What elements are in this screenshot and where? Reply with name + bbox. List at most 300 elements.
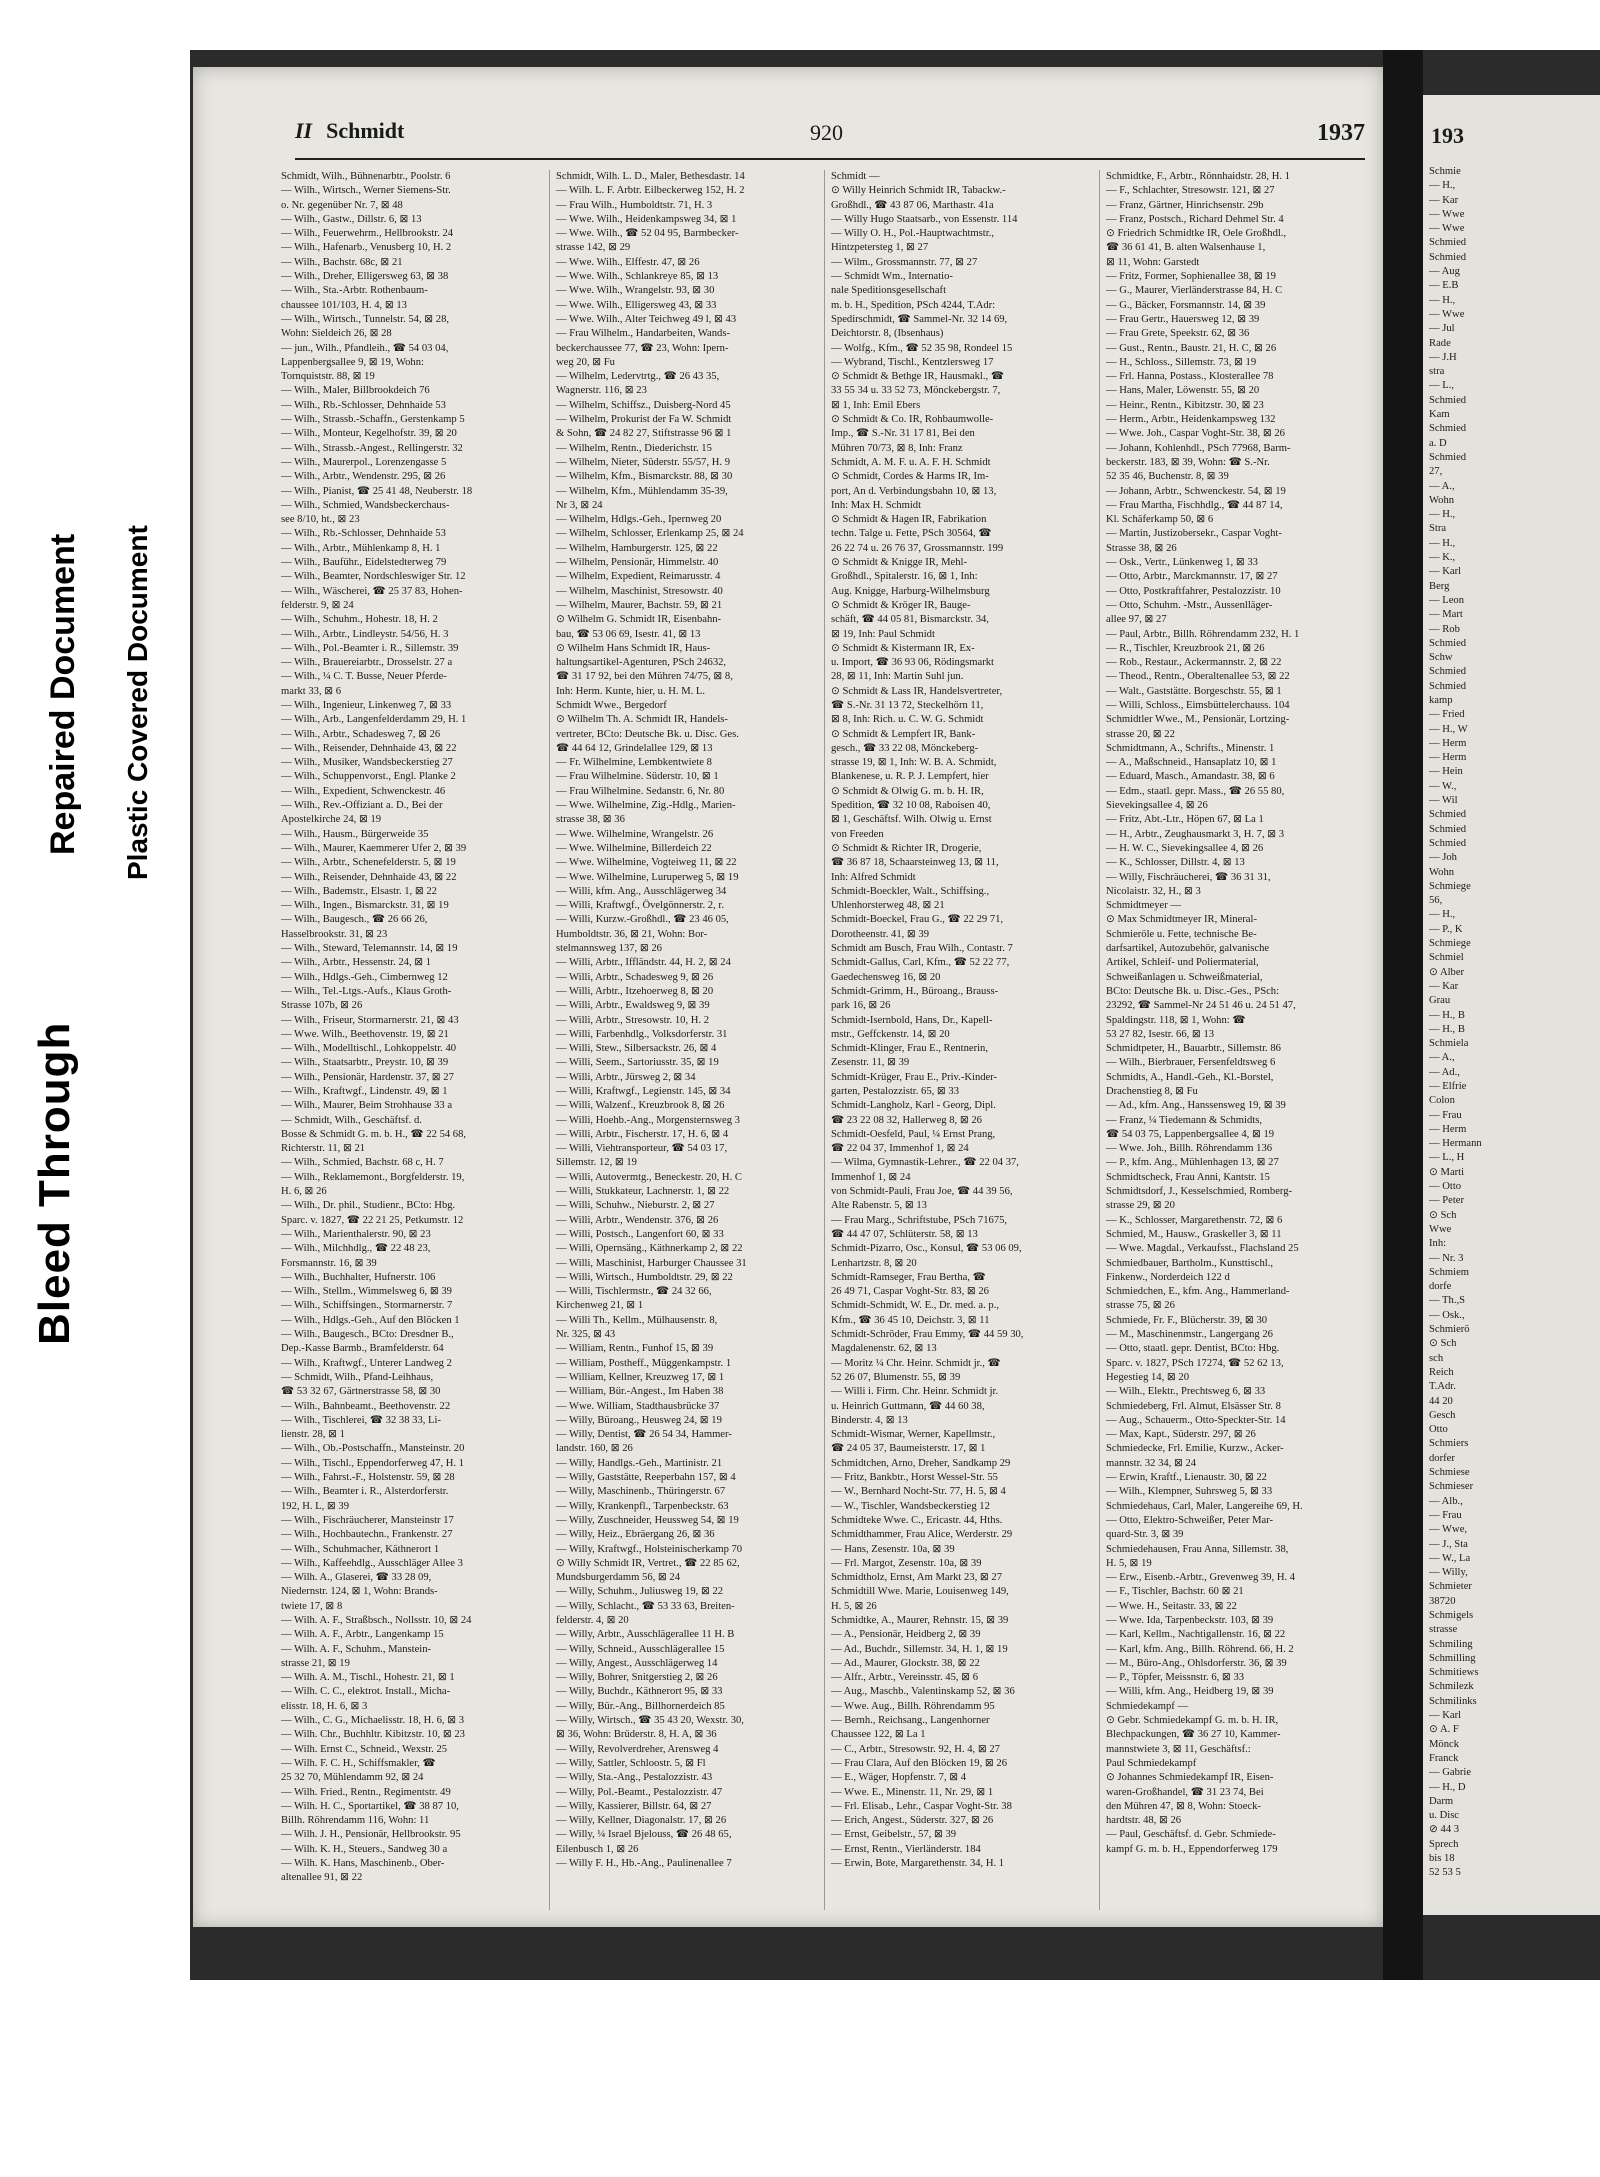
next-page-line: — W., — [1429, 780, 1457, 792]
next-page-line: 38720 — [1429, 1595, 1456, 1607]
directory-entry: Sparc. v. 1827, ☎ 22 21 25, Petkumstr. 12 — [281, 1214, 464, 1226]
directory-entry: Schmidt am Busch, Frau Wilh., Contastr. 7 — [831, 943, 1013, 955]
directory-entry: ⊠ 19, Inh: Paul Schmidt — [831, 628, 935, 640]
directory-entry: — Wilh., Fahrst.-F., Holstenstr. 59, ⊠ 28 — [281, 1472, 455, 1484]
directory-entry: Humboldtstr. 36, ⊠ 21, Wohn: Bor- — [556, 928, 708, 940]
directory-entry: — Wilh., Brauereiarbtr., Drosselstr. 27 a — [281, 657, 453, 669]
directory-entry: strasse 21, ⊠ 19 — [281, 1657, 350, 1669]
directory-entry: stelmannsweg 137, ⊠ 26 — [556, 943, 662, 955]
directory-entry: — Johann, Arbtr., Schwenckestr. 54, ⊠ 19 — [1106, 485, 1286, 497]
directory-entry: — Karl, kfm. Ang., Billh. Röhrend. 66, H. 2 — [1106, 1643, 1294, 1655]
directory-entry: u. Import, ☎ 36 93 06, Rödingsmarkt — [831, 657, 994, 669]
directory-entry: ☎ 36 61 41, B. alten Walsenhause 1, — [1106, 242, 1266, 254]
directory-entry: ⊙ Willy Schmidt IR, Vertret., ☎ 22 85 62, — [556, 1557, 740, 1569]
next-page-line: dorfer — [1429, 1452, 1455, 1464]
directory-entry: — Frau Wilhelmine. Süderstr. 10, ⊠ 1 — [556, 771, 719, 783]
next-page-line: — H., — [1429, 180, 1456, 192]
next-page-line: Wwe — [1429, 1223, 1452, 1235]
directory-entry: — Wilh., Elektr., Prechtsweg 6, ⊠ 33 — [1106, 1386, 1266, 1398]
directory-entry: schäft, ☎ 44 05 81, Bismarckstr. 34, — [831, 614, 989, 626]
next-page-line: Schmied — [1429, 237, 1467, 249]
directory-entry: — Frau Wilhelm., Handarbeiten, Wands- — [556, 328, 730, 340]
directory-entry: — Willy, Gaststätte, Reeperbahn 157, ⊠ 4 — [556, 1472, 736, 1484]
next-page-line: Schmiege — [1429, 938, 1471, 950]
directory-entry: — Hans, Maler, Löwenstr. 55, ⊠ 20 — [1106, 385, 1260, 397]
directory-entry: Schmiedehaus, Carl, Maler, Langereihe 69, H. — [1106, 1500, 1303, 1512]
directory-entry: Inh: Herm. Kunte, hier, u. H. M. L. — [556, 685, 706, 697]
directory-entry: — M., Büro-Ang., Ohlsdorferstr. 36, ⊠ 39 — [1106, 1657, 1287, 1669]
next-page-line: dorfe — [1429, 1281, 1452, 1293]
directory-entry: ☎ 31 17 92, bei den Mühren 74/75, ⊠ 8, — [556, 671, 733, 683]
directory-entry: Schmidt-Grimm, H., Büroang., Brauss- — [831, 985, 999, 997]
directory-entry: Schmidt-Klinger, Frau E., Rentnerin, — [831, 1043, 988, 1055]
directory-entry: strasse 75, ⊠ 26 — [1106, 1300, 1175, 1312]
directory-entry: — Wilh. Chr., Buchhltr. Kibitzstr. 10, ⊠ 23 — [281, 1729, 465, 1741]
directory-entry: — Wilh., Reisender, Dehnhaide 43, ⊠ 22 — [281, 742, 457, 754]
next-page-line: — Karl — [1429, 566, 1462, 578]
directory-entry: — Wilh., Pianist, ☎ 25 41 48, Neuberstr. 18 — [281, 485, 473, 497]
next-page-line: Schmied — [1429, 637, 1467, 649]
directory-entry: — Wilh., Arbtr., Schenefelderstr. 5, ⊠ 19 — [281, 857, 456, 869]
directory-entry: — Willi, Arbtr., Ewaldsweg 9, ⊠ 39 — [556, 1000, 710, 1012]
next-page-line: — Karl — [1429, 1710, 1462, 1722]
directory-entry: — Wilh., Maler, Billbrookdeich 76 — [281, 385, 430, 397]
directory-entry: — Wilh., Schmied, Bachstr. 68 c, H. 7 — [281, 1157, 444, 1169]
directory-entry: ⊙ Wilhelm G. Schmidt IR, Eisenbahn- — [556, 614, 722, 626]
directory-entry: — Willi, Arbtr., Fischerstr. 17, H. 6, ⊠ 4 — [556, 1128, 729, 1140]
directory-entry: Strasse 107b, ⊠ 26 — [281, 1000, 363, 1012]
directory-entry: — Wilh., Dreher, Elligersweg 63, ⊠ 38 — [281, 271, 449, 283]
next-page-line: Reich — [1429, 1366, 1454, 1378]
header-section — [295, 118, 404, 144]
next-page-line: — Kar — [1429, 980, 1459, 992]
directory-entry: — Frl. Elisab., Lehr., Caspar Voght-Str. 38 — [831, 1800, 1012, 1812]
next-page-line: Schmigels — [1429, 1609, 1474, 1621]
directory-entry: — Wilh. A. M., Tischl., Hohestr. 21, ⊠ 1 — [281, 1672, 455, 1684]
directory-entry: darfsartikel, Autozubehör, galvanische — [1106, 943, 1270, 955]
directory-entry: — Schmidt, Wilh., Pfand-Leihhaus, — [281, 1371, 434, 1383]
directory-entry: — Erw., Eisenb.-Arbtr., Grevenweg 39, H. 4 — [1106, 1572, 1296, 1584]
directory-entry: ⊙ Schmidt & Bethge IR, Hausmakl., ☎ — [831, 371, 1005, 383]
directory-entry: — Willy, Heiz., Ebräergang 26, ⊠ 36 — [556, 1529, 715, 1541]
directory-entry: Wagnerstr. 116, ⊠ 23 — [556, 385, 647, 397]
next-page-line: Schmiers — [1429, 1438, 1469, 1450]
directory-entry: — P., kfm. Ang., Mühlenhagen 13, ⊠ 27 — [1106, 1157, 1279, 1169]
next-page-line: — Wwe — [1429, 308, 1465, 320]
directory-entry: elisstr. 18, H. 6, ⊠ 3 — [281, 1700, 368, 1712]
next-page-line: Schmierö — [1429, 1324, 1470, 1336]
directory-entry: — Wilh., Bachstr. 68c, ⊠ 21 — [281, 256, 403, 268]
directory-entry: nale Speditionsgesellschaft — [831, 285, 947, 297]
directory-entry: — Wilh., Dr. phil., Studienr., BCto: Hbg. — [281, 1200, 456, 1212]
directory-entry: ⊙ Schmidt & Olwig G. m. b. H. IR, — [831, 785, 984, 797]
directory-entry: — Wilh., ¼ C. T. Busse, Neuer Pferde- — [281, 671, 447, 683]
next-page-line: Schmiela — [1429, 1038, 1469, 1050]
directory-entry: — Hans, Zesenstr. 10a, ⊠ 39 — [831, 1543, 955, 1555]
directory-entry: — Aug., Schauerm., Otto-Speckter-Str. 14 — [1106, 1414, 1286, 1426]
directory-entry: — Wwe. Wilh., Schlankreye 85, ⊠ 13 — [556, 271, 719, 283]
directory-entry: — Wilh., Schuhm., Hohestr. 18, H. 2 — [281, 614, 438, 626]
directory-entry: o. Nr. gegenüber Nr. 7, ⊠ 48 — [281, 199, 403, 211]
directory-entry: BCto: Deutsche Bk. u. Disc.-Ges., PSch: — [1106, 985, 1280, 997]
directory-entry: — Wilh. K. H., Steuers., Sandweg 30 a — [281, 1843, 448, 1855]
directory-entry: — Wilh., Baugesch., ☎ 26 66 26, — [281, 914, 428, 926]
directory-entry: Schmidtsdorf, J., Kesselschmied, Romberg- — [1106, 1186, 1293, 1198]
directory-entry: — Franz, Postsch., Richard Dehmel Str. 4 — [1106, 213, 1284, 225]
directory-entry: Schmiede, Fr. F., Blücherstr. 39, ⊠ 30 — [1106, 1314, 1268, 1326]
directory-entry: — Erwin, Bote, Margarethenstr. 34, H. 1 — [831, 1858, 1005, 1870]
directory-entry: — Willy F. H., Hb.-Ang., Paulinenallee 7 — [556, 1858, 732, 1870]
directory-entry: ⊠ 1, Geschäftsf. Wilh. Olwig u. Ernst — [831, 814, 992, 826]
directory-entry: von Schmidt-Pauli, Frau Joe, ☎ 44 39 56, — [831, 1186, 1013, 1198]
directory-entry: 53 27 82, Isestr. 66, ⊠ 13 — [1106, 1028, 1215, 1040]
directory-entry: ⊠ 1, Inh: Emil Ebers — [831, 399, 921, 411]
directory-entry: — Willi, Walzenf., Kreuzbrook 8, ⊠ 26 — [556, 1100, 725, 1112]
next-page-line: — Joh — [1429, 852, 1457, 864]
directory-entry: Lenhartzstr. 8, ⊠ 20 — [831, 1257, 917, 1269]
directory-entry: — Willi, kfm. Ang., Heidberg 19, ⊠ 39 — [1106, 1686, 1274, 1698]
directory-entry: — P., Töpfer, Meissnstr. 6, ⊠ 33 — [1106, 1672, 1245, 1684]
next-page-line: Schmied — [1429, 837, 1467, 849]
next-page-line: — Aug — [1429, 266, 1460, 278]
directory-entry: strasse 20, ⊠ 22 — [1106, 728, 1175, 740]
directory-entry: — Otto, staatl. gepr. Dentist, BCto: Hbg. — [1106, 1343, 1280, 1355]
directory-entry: — Wilh., Kraftwgf., Lindenstr. 49, ⊠ 1 — [281, 1086, 448, 1097]
directory-entry: Inh: Alfred Schmidt — [831, 871, 916, 883]
directory-entry: — H. W. C., Sievekingsallee 4, ⊠ 26 — [1106, 842, 1264, 854]
directory-entry: Schmidtpeter, H., Bauarbtr., Sillemstr. 86 — [1106, 1043, 1281, 1055]
next-page-line: Otto — [1429, 1424, 1448, 1436]
next-page-line: — Elfrie — [1429, 1081, 1467, 1092]
directory-entry: hardtstr. 48, ⊠ 26 — [1106, 1815, 1182, 1827]
next-page-line: — P., K — [1429, 923, 1463, 935]
directory-entry: ⊙ Schmidt & Lempfert IR, Bank- — [831, 728, 976, 740]
directory-entry: Magdalenenstr. 62, ⊠ 13 — [831, 1343, 937, 1355]
directory-entry: Schmidtscheck, Frau Anni, Kantstr. 15 — [1106, 1171, 1270, 1183]
directory-entry: Schmidt, Wilh., Bühnenarbtr., Poolstr. 6 — [281, 171, 451, 182]
next-page-line: — J.H — [1429, 351, 1457, 363]
next-page-line: — H., — [1429, 537, 1456, 549]
directory-entry: — Frau Gertr., Hauersweg 12, ⊠ 39 — [1106, 313, 1260, 325]
directory-entry: Schmidt-Langholz, Karl - Georg, Dipl. — [831, 1100, 996, 1112]
next-page-line: — Ad., — [1429, 1066, 1460, 1078]
next-page-line: ⊙ Sch — [1429, 1209, 1457, 1221]
directory-entry: Hasselbrookstr. 31, ⊠ 23 — [281, 928, 388, 940]
directory-entry: Kfm., ☎ 36 45 10, Deichstr. 3, ⊠ 11 — [831, 1314, 990, 1326]
directory-entry: Spedirschmidt, ☎ Sammel-Nr. 32 14 69, — [831, 313, 1008, 325]
page-header — [295, 118, 1365, 160]
directory-entry: — Alfr., Arbtr., Vereinsstr. 45, ⊠ 6 — [831, 1672, 978, 1684]
column-1 — [275, 170, 550, 1910]
directory-entry: — Otto, Postkraftfahrer, Pestalozzistr. 10 — [1106, 585, 1281, 597]
directory-entry: Apostelkirche 24, ⊠ 19 — [281, 814, 382, 826]
directory-entry: Bosse & Schmidt G. m. b. H., ☎ 22 54 68, — [281, 1128, 467, 1140]
directory-entry: ☎ 36 87 18, Schaarsteinweg 13, ⊠ 11, — [831, 857, 999, 869]
directory-entry: — Wilh., Modelltischl., Lohkoppelstr. 40 — [281, 1043, 457, 1055]
directory-entry: — Wilh., Schuhmacher, Käthnerort 1 — [281, 1543, 440, 1555]
next-page-line: sch — [1429, 1352, 1444, 1364]
next-page-line: stra — [1429, 366, 1445, 378]
directory-entry: waren-Großhandel, ☎ 31 23 74, Bei — [1106, 1786, 1264, 1798]
next-page-line: — Frau — [1429, 1109, 1462, 1121]
next-page-line: Schmiel — [1429, 952, 1464, 964]
directory-entry: — Wilh., Monteur, Kegelhofstr. 39, ⊠ 20 — [281, 428, 457, 440]
directory-entry: — H., Schloss., Sillemstr. 73, ⊠ 19 — [1106, 356, 1257, 368]
next-page-line: Inh: — [1429, 1238, 1447, 1250]
directory-entry: — Wilhelm, Rentn., Diederichstr. 15 — [556, 442, 712, 454]
directory-entry: — Wilh., Hochbautechn., Frankenstr. 27 — [281, 1529, 453, 1541]
directory-entry: Niedernstr. 124, ⊠ 1, Wohn: Brands- — [281, 1586, 438, 1598]
directory-entry: Strasse 38, ⊠ 26 — [1106, 542, 1177, 554]
next-page-line: Schmiling — [1429, 1638, 1473, 1650]
directory-entry: Nr 3, ⊠ 24 — [556, 499, 603, 511]
next-page-line: — Fried — [1429, 709, 1465, 721]
directory-entry: Schmidtler Wwe., M., Pensionär, Lortzing- — [1106, 714, 1290, 726]
page-number: 920 — [810, 120, 843, 145]
next-page-line: Rade — [1429, 337, 1451, 349]
directory-entry: — Wilh., Bahnbeamt., Beethovenstr. 22 — [281, 1400, 451, 1412]
directory-entry: 52 35 46, Buchenstr. 8, ⊠ 39 — [1106, 471, 1229, 483]
directory-entry: Gaedechensweg 16, ⊠ 20 — [831, 971, 941, 983]
next-page-line: — L., — [1429, 380, 1455, 392]
directory-entry: — Martin, Justizobersekr., Caspar Voght- — [1106, 528, 1282, 540]
directory-entry: ☎ 23 22 08 32, Hallerweg 8, ⊠ 26 — [831, 1114, 982, 1126]
next-page-line: — K., — [1429, 552, 1456, 564]
directory-entry: — Wilh., Wirtsch., Tunnelstr. 54, ⊠ 28, — [281, 313, 450, 325]
directory-entry: & Sohn, ☎ 24 82 27, Stiftstrasse 96 ⊠ 1 — [556, 428, 732, 440]
directory-entry: — Willi, Autovermtg., Beneckestr. 20, H. C — [556, 1171, 742, 1183]
directory-entry: — Willy, Fischräucherei, ☎ 36 31 31, — [1106, 871, 1271, 883]
directory-entry: — Wilhelm, Kfm., Bismarckstr. 88, ⊠ 30 — [556, 471, 733, 483]
directory-entry: Kl. Schäferkamp 50, ⊠ 6 — [1106, 514, 1214, 526]
next-page-line: — Herm — [1429, 752, 1467, 764]
next-page-line: Kam — [1429, 409, 1450, 421]
directory-entry: Schweißanlagen u. Schweißmaterial, — [1106, 971, 1263, 983]
directory-entry: — Fritz, Abt.-Ltr., Höpen 67, ⊠ La 1 — [1106, 814, 1264, 826]
directory-entry: — Franz, Gärtner, Hinrichsenstr. 29b — [1106, 199, 1264, 211]
directory-entry: — Wilh., Expedient, Schwenckestr. 46 — [281, 785, 446, 797]
directory-entry: — G., Maurer, Vierländerstrasse 84, H. C — [1106, 285, 1283, 297]
directory-entry: Schmidt-Krüger, Frau E., Priv.-Kinder- — [831, 1071, 998, 1083]
directory-entry: — Frau Clara, Auf den Blöcken 19, ⊠ 26 — [831, 1757, 1007, 1769]
directory-entry: — G., Bäcker, Forsmannstr. 14, ⊠ 39 — [1106, 299, 1266, 311]
directory-entry: — Wilh., Bierbrauer, Fersenfeldtsweg 6 — [1106, 1057, 1276, 1069]
directory-entry: — A., Pensionär, Heidberg 2, ⊠ 39 — [831, 1629, 981, 1641]
directory-entry: Aug. Knigge, Harburg-Wilhelmsburg — [831, 585, 990, 597]
directory-entry: — Wwe. Joh., Caspar Voght-Str. 38, ⊠ 26 — [1106, 428, 1285, 440]
directory-entry: 28, ⊠ 11, Inh: Martin Suhl jun. — [831, 671, 964, 683]
next-page-line: — H., B — [1429, 1009, 1465, 1021]
directory-entry: — Wilhelm, Pensionär, Himmelstr. 40 — [556, 557, 719, 569]
directory-entry: ⊙ Schmidt & Knigge IR, Mehl- — [831, 557, 967, 569]
next-page-line: — H., — [1429, 909, 1456, 921]
next-page-line: — J., Sta — [1429, 1538, 1468, 1550]
directory-entry: — Willy, Maschinenb., Thüringerstr. 67 — [556, 1486, 726, 1498]
directory-entry: — Willi, Kraftwgf., Legienstr. 145, ⊠ 34 — [556, 1086, 731, 1097]
directory-entry: Blechpackungen, ☎ 36 27 10, Kammer- — [1106, 1729, 1281, 1741]
directory-entry: Mühren 70/73, ⊠ 8, Inh: Franz — [831, 442, 963, 454]
directory-entry: ⊙ Gebr. Schmiedekampf G. m. b. H. IR, — [1106, 1715, 1279, 1727]
directory-entry: weg 20, ⊠ Fu — [556, 356, 615, 368]
directory-entry: — Wilh. J. H., Pensionär, Hellbrookstr. 95 — [281, 1829, 461, 1841]
directory-entry: — Fritz, Former, Sophienallee 38, ⊠ 19 — [1106, 271, 1276, 283]
directory-entry: Eilenbusch 1, ⊠ 26 — [556, 1843, 639, 1855]
directory-entry: port, An d. Verbindungsbahn 10, ⊠ 13, — [831, 485, 997, 497]
directory-entry: — Wilh., Bauführ., Eidelstedterweg 79 — [281, 557, 447, 569]
directory-entry: Inh: Max H. Schmidt — [831, 499, 922, 511]
next-page-line: — Peter — [1429, 1195, 1465, 1207]
directory-entry: den Mühren 47, ⊠ 8, Wohn: Stoeck- — [1106, 1800, 1261, 1812]
directory-entry: — Willi, Arbtr., Wendenstr. 376, ⊠ 26 — [556, 1214, 719, 1226]
directory-entry: Spaldingstr. 118, ⊠ 1, Wohn: ☎ — [1106, 1014, 1246, 1026]
next-page-line: Berg — [1429, 580, 1450, 592]
next-page-line: — Th.,S — [1429, 1295, 1466, 1307]
directory-entry: — Willy, Büroang., Heusweg 24, ⊠ 19 — [556, 1414, 722, 1426]
directory-entry: — Willy, Sta.-Ang., Pestalozzistr. 43 — [556, 1772, 713, 1784]
directory-entry: — Wilh., Pensionär, Hardenstr. 37, ⊠ 27 — [281, 1071, 454, 1083]
next-page-line: Schmied — [1429, 251, 1467, 263]
directory-entry: — Wwe. Joh., Billh. Röhrendamm 136 — [1106, 1143, 1273, 1155]
directory-entry: — Frau Marg., Schriftstube, PSch 71675, — [831, 1214, 1008, 1226]
directory-entry: — W., Bernhard Nocht-Str. 77, H. 5, ⊠ 4 — [831, 1486, 1006, 1498]
directory-entry: — E., Wäger, Hopfenstr. 7, ⊠ 4 — [831, 1772, 967, 1784]
directory-entry: — Wilh., Ingen., Bismarckstr. 31, ⊠ 19 — [281, 900, 449, 912]
directory-entry: — Willi, Arbtr., Stresowstr. 10, H. 2 — [556, 1014, 709, 1026]
directory-entry: — Wilh., Arbtr., Schadesweg 7, ⊠ 26 — [281, 728, 441, 740]
next-page-line: — Alb., — [1429, 1495, 1463, 1507]
next-page-line: Wohn — [1429, 494, 1455, 506]
directory-entry: mstr., Geffckenstr. 14, ⊠ 20 — [831, 1028, 950, 1040]
directory-entry: — Willi, Stew., Silbersackstr. 26, ⊠ 4 — [556, 1043, 717, 1055]
directory-entry: — Eduard, Masch., Amandastr. 38, ⊠ 6 — [1106, 771, 1275, 783]
directory-entry: 192, H. L, ⊠ 39 — [281, 1500, 350, 1512]
directory-entry: Schmidtchen, Arno, Dreher, Sandkamp 29 — [831, 1457, 1011, 1469]
directory-entry: Schmidt-Wismar, Werner, Kapellmstr., — [831, 1429, 996, 1441]
directory-entry: — Wwe. Wilh., ☎ 52 04 95, Barmbecker- — [556, 228, 739, 240]
directory-entry: — Wwe. Wilh., Elligersweg 43, ⊠ 33 — [556, 299, 717, 311]
directory-entry: ⊙ Friedrich Schmidtke IR, Oele Großhdl., — [1106, 228, 1287, 240]
directory-entry: — Gust., Rentn., Baustr. 21, H. C, ⊠ 26 — [1106, 342, 1277, 354]
directory-entry: twiete 17, ⊠ 8 — [281, 1600, 343, 1612]
directory-entry: — Wilh., Maurer, Beim Strohhause 33 a — [281, 1100, 453, 1112]
next-page-line: Mönck — [1429, 1738, 1460, 1750]
directory-entry: — Wilh., Arbtr., Mühlenkamp 8, H. 1 — [281, 542, 441, 554]
next-page-line: Sprech — [1429, 1838, 1459, 1850]
directory-entry: 26 22 74 u. 26 76 37, Grossmannstr. 199 — [831, 542, 1004, 554]
directory-entry: — Ernst, Rentn., Vierländerstr. 184 — [831, 1843, 981, 1855]
directory-entry: — Wilh., Pol.-Beamter i. R., Sillemstr. 39 — [281, 642, 459, 654]
next-page-line: Gesch — [1429, 1409, 1456, 1421]
next-page-line: — Nr. 3 — [1429, 1252, 1464, 1264]
next-page-line: Schmilezk — [1429, 1681, 1474, 1693]
directory-entry: — Wilh., Wäscherei, ☎ 25 37 83, Hohen- — [281, 585, 463, 597]
directory-entry: — Wilh., Baugesch., BCto: Dresdner B., — [281, 1329, 454, 1341]
directory-entry: — Wilh., Tischlerei, ☎ 32 38 33, Li- — [281, 1414, 442, 1426]
directory-entry: lienstr. 28, ⊠ 1 — [281, 1429, 345, 1441]
directory-entry: beckerchaussee 77, ☎ 23, Wohn: Ipern- — [556, 342, 729, 354]
directory-entry: strasse 19, ⊠ 1, Inh: W. B. A. Schmidt, — [831, 757, 997, 769]
directory-entry: H. 6, ⊠ 26 — [281, 1186, 327, 1198]
directory-entry: Schmiedeberg, Frl. Almut, Elsässer Str. 8 — [1106, 1400, 1281, 1412]
directory-entry: — Willy, Sattler, Schloostr. 5, ⊠ Fl — [556, 1757, 706, 1769]
directory-entry: — Schmidt Wm., Internatio- — [831, 271, 953, 283]
directory-entry: — Willi, Kurzw.-Großhdl., ☎ 23 46 05, — [556, 914, 729, 926]
directory-entry: ☎ 22 04 37, Immenhof 1, ⊠ 24 — [831, 1143, 969, 1155]
directory-entry: — Wilh., Tischl., Eppendorferweg 47, H. 1 — [281, 1457, 464, 1469]
directory-entry: Nr. 325, ⊠ 43 — [556, 1329, 616, 1341]
directory-entry: — Willy, ¼ Israel Bjelouss, ☎ 26 48 65, — [556, 1829, 732, 1841]
directory-entry: Imp., ☎ S.-Nr. 31 17 81, Bei den — [831, 428, 975, 440]
next-page-line: Schmied — [1429, 680, 1467, 692]
directory-entry: Sievekingsallee 4, ⊠ 26 — [1106, 800, 1208, 812]
directory-entry: ☎ 54 03 75, Lappenbergsallee 4, ⊠ 19 — [1106, 1128, 1275, 1140]
next-page-line: Schmieser — [1429, 1481, 1474, 1493]
directory-entry: — Wwe. Magdal., Verkaufsst., Flachsland 25 — [1106, 1243, 1299, 1255]
directory-entry: — Wilh., Wirtsch., Werner Siemens-Str. — [281, 185, 451, 197]
directory-entry: Schmidtke, F., Arbtr., Rönnhaidstr. 28, H. 1 — [1106, 171, 1290, 182]
directory-entry: — Willi, Stukkateur, Lachnerstr. 1, ⊠ 22 — [556, 1186, 730, 1198]
directory-entry: — Bernh., Reichsang., Langenhorner — [831, 1715, 990, 1727]
directory-entry: Schmidt, Wilh. L. D., Maler, Bethesdastr. 14 — [556, 171, 745, 182]
directory-entry: — Wilh., Marienthalerstr. 90, ⊠ 23 — [281, 1228, 431, 1240]
directory-entry: — A., Maßschneid., Hansaplatz 10, ⊠ 1 — [1106, 757, 1277, 769]
directory-entry: — Willy, Kellner, Diagonalstr. 17, ⊠ 26 — [556, 1815, 727, 1827]
directory-entry: mannstr. 32 34, ⊠ 24 — [1106, 1457, 1197, 1469]
next-page-line: Schmied — [1429, 423, 1467, 435]
next-page-line: — Wil — [1429, 795, 1458, 807]
directory-entry: — Willi, Arbtr., Iffländstr. 44, H. 2, ⊠ 24 — [556, 957, 731, 969]
directory-entry: — Rob., Restaur., Ackermannstr. 2, ⊠ 22 — [1106, 657, 1282, 669]
directory-entry: — Wilh., Hafenarb., Venusberg 10, H. 2 — [281, 242, 452, 254]
directory-entry: — Wilh., Sta.-Arbtr. Rothenbaum- — [281, 285, 428, 297]
next-page-line: ⊙ Sch — [1429, 1338, 1457, 1350]
directory-entry: 25 32 70, Mühlendamm 92, ⊠ 24 — [281, 1772, 424, 1784]
directory-entry: — Wilh., Schiffsingen., Stormarnerstr. 7 — [281, 1300, 453, 1312]
directory-entry: — Wilh., Buchhalter, Hufnerstr. 106 — [281, 1271, 436, 1283]
directory-entry: — Wwe. Ida, Tarpenbeckstr. 103, ⊠ 39 — [1106, 1614, 1274, 1626]
directory-entry: Schmidt Wwe., Bergedorf — [556, 699, 667, 711]
directory-entry: — Wybrand, Tischl., Kentzlersweg 17 — [831, 356, 994, 368]
directory-entry: ☎ 24 05 37, Baumeisterstr. 17, ⊠ 1 — [831, 1443, 986, 1455]
directory-entry: Schmidts, A., Handl.-Geh., Kl.-Borstel, — [1106, 1071, 1274, 1083]
directory-entry: — Wilhelm, Ledervtrtg., ☎ 26 43 35, — [556, 371, 720, 383]
next-page-line: 52 53 5 — [1429, 1867, 1461, 1879]
header-section-number: II — [295, 118, 313, 143]
next-page-line: ⊙ Alber — [1429, 966, 1465, 978]
directory-entry: Zesenstr. 11, ⊠ 39 — [831, 1057, 910, 1069]
directory-entry: — Wilh. F. C. H., Schiffsmakler, ☎ — [281, 1757, 436, 1769]
directory-entry: — Wilh., Arb., Langenfelderdamm 29, H. 1 — [281, 714, 467, 726]
next-page-line: kamp — [1429, 694, 1453, 706]
directory-entry: — Ad., Buchdr., Sillemstr. 34, H. 1, ⊠ 19 — [831, 1643, 1008, 1655]
next-page-line: ⊙ A. F — [1429, 1724, 1459, 1736]
next-page-line: — A., — [1429, 1052, 1455, 1064]
directory-entry: — Wilh., Maurerpol., Lorenzengasse 5 — [281, 456, 447, 468]
column-2 — [550, 170, 825, 1910]
directory-entry: — Wwe. Wilh., Heidenkampsweg 34, ⊠ 1 — [556, 213, 737, 225]
directory-entry: — Willi, Schloss., Eimsbüttelerchauss. 104 — [1106, 699, 1290, 711]
directory-entry: — Frl. Hanna, Postass., Klosterallee 78 — [1106, 371, 1274, 383]
directory-entry: H. 5, ⊠ 26 — [831, 1600, 877, 1612]
directory-entry: — Wilh. C. C., elektrot. Install., Micha- — [281, 1686, 451, 1698]
directory-entry: — Wilh. L. F. Arbtr. Eilbeckerweg 152, H. 2 — [556, 185, 745, 197]
next-page-line: Schmiese — [1429, 1467, 1470, 1479]
column-3 — [825, 170, 1100, 1910]
directory-entry: ⊙ Willy Heinrich Schmidt IR, Tabackw.- — [831, 185, 1006, 197]
directory-entry: strasse 142, ⊠ 29 — [556, 242, 631, 254]
directory-entry: see 8/10, ht., ⊠ 23 — [281, 514, 360, 526]
directory-entry: Schmiedbauer, Bartholm., Kunsttischl., — [1106, 1257, 1273, 1269]
